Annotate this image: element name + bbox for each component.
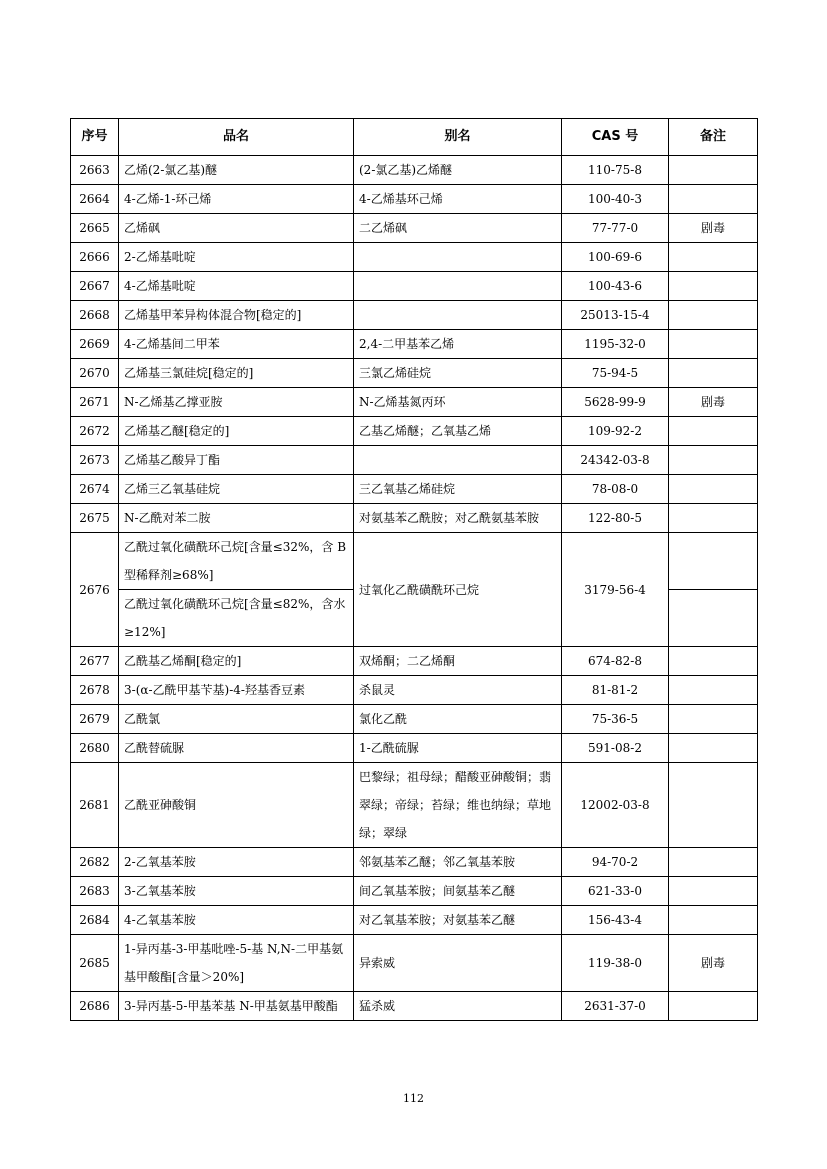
row-no: 2669	[71, 330, 119, 359]
row-no: 2681	[71, 763, 119, 848]
header-no: 序号	[71, 119, 119, 156]
row-alias: 2,4-二甲基苯乙烯	[354, 330, 562, 359]
row-remark	[669, 763, 758, 848]
row-no: 2663	[71, 156, 119, 185]
row-name: N-乙酰对苯二胺	[119, 504, 354, 533]
row-remark	[669, 301, 758, 330]
row-no: 2683	[71, 877, 119, 906]
row-remark	[669, 156, 758, 185]
row-no: 2685	[71, 935, 119, 992]
row-alias: 双烯酮；二乙烯酮	[354, 647, 562, 676]
row-no: 2674	[71, 475, 119, 504]
row-remark	[669, 417, 758, 446]
row-cas: 3179-56-4	[562, 533, 669, 647]
table-row	[71, 185, 758, 214]
row-no: 2670	[71, 359, 119, 388]
table-row	[71, 330, 758, 359]
row-alias: 异索威	[354, 935, 562, 992]
table-row	[71, 504, 758, 533]
row-name: 2-乙烯基吡啶	[119, 243, 354, 272]
table-row	[71, 877, 758, 906]
row-name: 乙烯砜	[119, 214, 354, 243]
row-alias	[354, 446, 562, 475]
table-row	[71, 214, 758, 243]
table-row	[71, 992, 758, 1021]
row-remark	[669, 848, 758, 877]
table-row	[71, 359, 758, 388]
row-no: 2677	[71, 647, 119, 676]
row-remark: 剧毒	[669, 214, 758, 243]
row-name: 乙烯基三氯硅烷[稳定的]	[119, 359, 354, 388]
row-remark	[669, 705, 758, 734]
row-name: 3-异丙基-5-甲基苯基 N-甲基氨基甲酸酯	[119, 992, 354, 1021]
row-name: 2-乙氧基苯胺	[119, 848, 354, 877]
row-alias: 对氨基苯乙酰胺；对乙酰氨基苯胺	[354, 504, 562, 533]
row-name: N-乙烯基乙撑亚胺	[119, 388, 354, 417]
row-remark	[669, 504, 758, 533]
row-no: 2686	[71, 992, 119, 1021]
table-row	[71, 388, 758, 417]
row-alias: 乙基乙烯醚；乙氧基乙烯	[354, 417, 562, 446]
row-alias: 1-乙酰硫脲	[354, 734, 562, 763]
table-row	[71, 446, 758, 475]
table-row	[71, 417, 758, 446]
table-header-row	[71, 119, 758, 156]
row-alias: 三乙氧基乙烯硅烷	[354, 475, 562, 504]
row-name-multi	[119, 533, 354, 647]
row-alias: 巴黎绿；祖母绿；醋酸亚砷酸铜；翡翠绿；帝绿；苔绿；维也纳绿；草地绿；翠绿	[354, 763, 562, 848]
row-name: 乙烯基乙醚[稳定的]	[119, 417, 354, 446]
table-row	[71, 935, 758, 992]
table-row	[71, 676, 758, 705]
row-name: 4-乙烯基吡啶	[119, 272, 354, 301]
row-cas: 81-81-2	[562, 676, 669, 705]
row-remark	[669, 185, 758, 214]
row-alias: (2-氯乙基)乙烯醚	[354, 156, 562, 185]
row-cas: 674-82-8	[562, 647, 669, 676]
row-alias: 氯化乙酰	[354, 705, 562, 734]
row-remark-multi	[669, 533, 758, 647]
row-no: 2668	[71, 301, 119, 330]
table-row	[71, 763, 758, 848]
row-cas: 24342-03-8	[562, 446, 669, 475]
row-alias: 邻氨基苯乙醚；邻乙氧基苯胺	[354, 848, 562, 877]
row-alias: 三氯乙烯硅烷	[354, 359, 562, 388]
row-remark	[669, 272, 758, 301]
row-remark	[669, 676, 758, 705]
row-alias: 对乙氧基苯胺；对氨基苯乙醚	[354, 906, 562, 935]
row-cas: 12002-03-8	[562, 763, 669, 848]
row-no: 2678	[71, 676, 119, 705]
row-cas: 75-36-5	[562, 705, 669, 734]
row-remark: 剧毒	[669, 935, 758, 992]
row-cas: 78-08-0	[562, 475, 669, 504]
table-row	[71, 475, 758, 504]
row-name: 乙烯(2-氯乙基)醚	[119, 156, 354, 185]
row-cas: 119-38-0	[562, 935, 669, 992]
row-remark	[669, 475, 758, 504]
row-alias: 间乙氧基苯胺；间氨基苯乙醚	[354, 877, 562, 906]
row-name-variant-a: 乙酰过氧化磺酰环己烷[含量≤32%，含 B 型稀释剂≥68%]	[124, 540, 347, 582]
row-name: 乙酰基乙烯酮[稳定的]	[119, 647, 354, 676]
row-cas: 122-80-5	[562, 504, 669, 533]
row-name: 4-乙烯-1-环己烯	[119, 185, 354, 214]
row-remark	[669, 734, 758, 763]
row-remark	[669, 243, 758, 272]
row-alias: 猛杀威	[354, 992, 562, 1021]
row-remark	[669, 992, 758, 1021]
row-name: 乙烯三乙氧基硅烷	[119, 475, 354, 504]
row-no: 2679	[71, 705, 119, 734]
row-no: 2672	[71, 417, 119, 446]
row-no: 2665	[71, 214, 119, 243]
row-name: 3-乙氧基苯胺	[119, 877, 354, 906]
row-cas: 591-08-2	[562, 734, 669, 763]
row-remark	[669, 330, 758, 359]
row-remark	[669, 359, 758, 388]
row-remark	[669, 446, 758, 475]
row-name: 4-乙氧基苯胺	[119, 906, 354, 935]
row-cas: 77-77-0	[562, 214, 669, 243]
row-no: 2664	[71, 185, 119, 214]
row-alias	[354, 272, 562, 301]
row-no: 2682	[71, 848, 119, 877]
header-cas: CAS 号	[562, 119, 669, 156]
row-name: 乙烯基甲苯异构体混合物[稳定的]	[119, 301, 354, 330]
row-name: 乙烯基乙酸异丁酯	[119, 446, 354, 475]
row-no: 2667	[71, 272, 119, 301]
table-row	[71, 848, 758, 877]
row-cas: 1195-32-0	[562, 330, 669, 359]
row-name: 3-(α-乙酰甲基苄基)-4-羟基香豆素	[119, 676, 354, 705]
row-alias: 二乙烯砜	[354, 214, 562, 243]
row-name: 1-异丙基-3-甲基吡唑-5-基 N,N-二甲基氨基甲酸酯[含量＞20%]	[119, 935, 354, 992]
table-row	[71, 906, 758, 935]
header-remark: 备注	[669, 119, 758, 156]
row-cas: 25013-15-4	[562, 301, 669, 330]
row-remark	[669, 877, 758, 906]
table-row	[71, 243, 758, 272]
row-name-variant-b: 乙酰过氧化磺酰环己烷[含量≤82%，含水≥12%]	[124, 597, 346, 639]
row-no: 2671	[71, 388, 119, 417]
row-remark	[669, 647, 758, 676]
row-cas: 5628-99-9	[562, 388, 669, 417]
chemical-table	[70, 118, 758, 1021]
header-alias: 别名	[354, 119, 562, 156]
row-no: 2684	[71, 906, 119, 935]
table-row	[71, 533, 758, 647]
row-cas: 100-40-3	[562, 185, 669, 214]
row-cas: 100-69-6	[562, 243, 669, 272]
row-alias: 杀鼠灵	[354, 676, 562, 705]
row-cas: 94-70-2	[562, 848, 669, 877]
row-remark-b	[669, 590, 757, 646]
row-remark: 剧毒	[669, 388, 758, 417]
table-row	[71, 705, 758, 734]
row-no: 2680	[71, 734, 119, 763]
row-no: 2676	[71, 533, 119, 647]
row-no: 2675	[71, 504, 119, 533]
row-cas: 110-75-8	[562, 156, 669, 185]
page-number: 112	[403, 1092, 424, 1105]
row-alias: N-乙烯基氮丙环	[354, 388, 562, 417]
row-cas: 156-43-4	[562, 906, 669, 935]
table-row	[71, 272, 758, 301]
header-name: 品名	[119, 119, 354, 156]
row-name: 乙酰亚砷酸铜	[119, 763, 354, 848]
row-alias: 4-乙烯基环己烯	[354, 185, 562, 214]
row-alias	[354, 301, 562, 330]
row-no: 2666	[71, 243, 119, 272]
row-cas: 75-94-5	[562, 359, 669, 388]
row-name: 乙酰替硫脲	[119, 734, 354, 763]
table-row	[71, 156, 758, 185]
row-alias: 过氧化乙酰磺酰环己烷	[354, 533, 562, 647]
row-cas: 2631-37-0	[562, 992, 669, 1021]
row-alias	[354, 243, 562, 272]
row-name: 4-乙烯基间二甲苯	[119, 330, 354, 359]
row-name: 乙酰氯	[119, 705, 354, 734]
table-row	[71, 301, 758, 330]
row-cas: 109-92-2	[562, 417, 669, 446]
row-remark-a	[669, 533, 757, 589]
table-row	[71, 734, 758, 763]
row-remark	[669, 906, 758, 935]
table-row	[71, 647, 758, 676]
row-no: 2673	[71, 446, 119, 475]
row-cas: 100-43-6	[562, 272, 669, 301]
row-cas: 621-33-0	[562, 877, 669, 906]
